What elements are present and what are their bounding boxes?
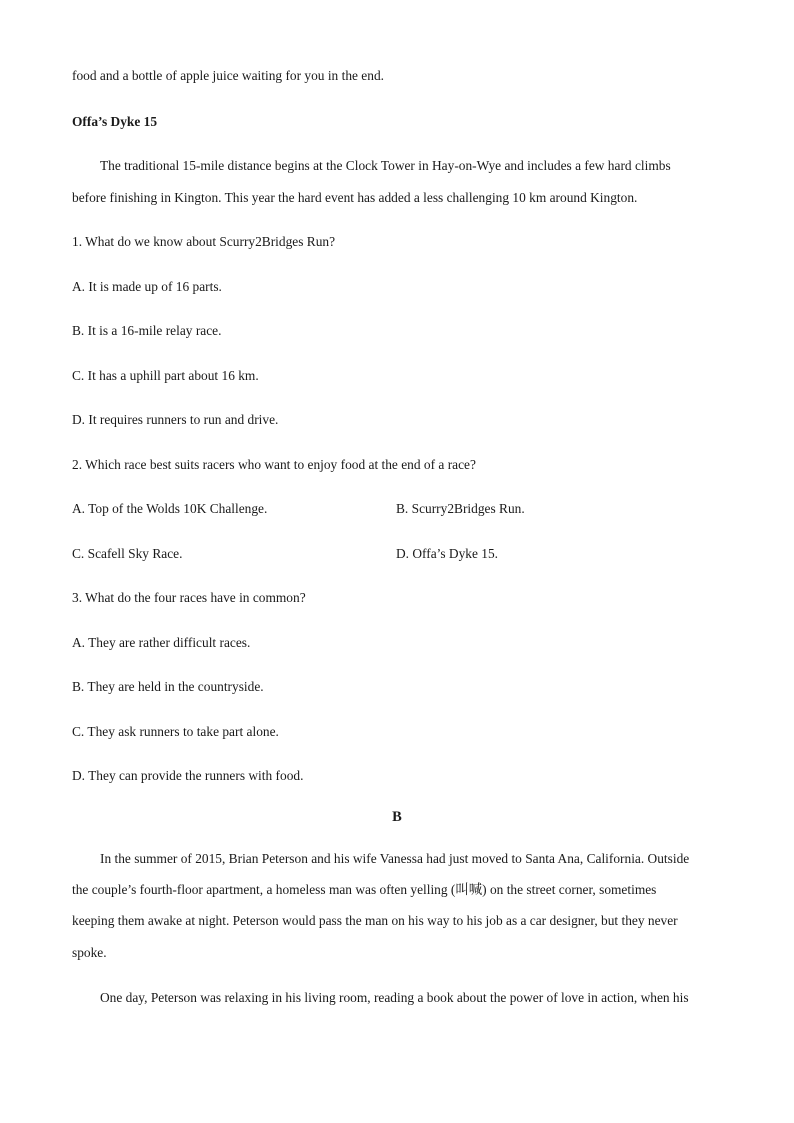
question-1-option-c: C. It has a uphill part about 16 km. <box>72 368 259 383</box>
section-b-paragraph-line: spoke. <box>72 945 107 960</box>
offas-dyke-paragraph-line: before finishing in Kington. This year the hard event has added a less challenging 10 km around Kington. <box>72 190 638 205</box>
question-1-option-a: A. It is made up of 16 parts. <box>72 279 222 294</box>
question-2-stem: 2. Which race best suits racers who want to enjoy food at the end of a race? <box>72 457 476 472</box>
question-2-option-b: B. Scurry2Bridges Run. <box>396 501 525 516</box>
offas-dyke-heading: Offa’s Dyke 15 <box>72 114 158 129</box>
question-3-option-a: A. They are rather difficult races. <box>72 635 251 650</box>
question-1-option-b: B. It is a 16-mile relay race. <box>72 323 222 338</box>
question-1-option-d: D. It requires runners to run and drive. <box>72 412 279 427</box>
question-2-option-c: C. Scafell Sky Race. <box>72 546 183 561</box>
section-b-paragraph-line: the couple’s fourth-floor apartment, a homeless man was often yelling (叫喊) on the street corner, sometimes <box>72 882 657 897</box>
question-3-option-b: B. They are held in the countryside. <box>72 679 264 694</box>
question-1-stem: 1. What do we know about Scurry2Bridges Run? <box>72 234 336 249</box>
intro-line: food and a bottle of apple juice waiting for you in the end. <box>72 68 384 83</box>
section-b-paragraph-line: One day, Peterson was relaxing in his living room, reading a book about the power of love in action, when his <box>100 990 689 1005</box>
question-2-option-a: A. Top of the Wolds 10K Challenge. <box>72 501 268 516</box>
question-3-option-d: D. They can provide the runners with food. <box>72 768 304 783</box>
offas-dyke-paragraph-line: The traditional 15-mile distance begins at the Clock Tower in Hay-on-Wye and includes a few hard climbs <box>100 158 671 173</box>
question-2-option-d: D. Offa’s Dyke 15. <box>396 546 499 561</box>
section-b-paragraph-line: keeping them awake at night. Peterson would pass the man on his way to his job as a car designer, but they never <box>72 913 678 928</box>
section-b-title: B <box>392 809 402 825</box>
question-3-stem: 3. What do the four races have in common? <box>72 590 306 605</box>
section-b-paragraph-line: In the summer of 2015, Brian Peterson and his wife Vanessa had just moved to Santa Ana, California. Outside <box>100 851 690 866</box>
question-3-option-c: C. They ask runners to take part alone. <box>72 724 279 739</box>
